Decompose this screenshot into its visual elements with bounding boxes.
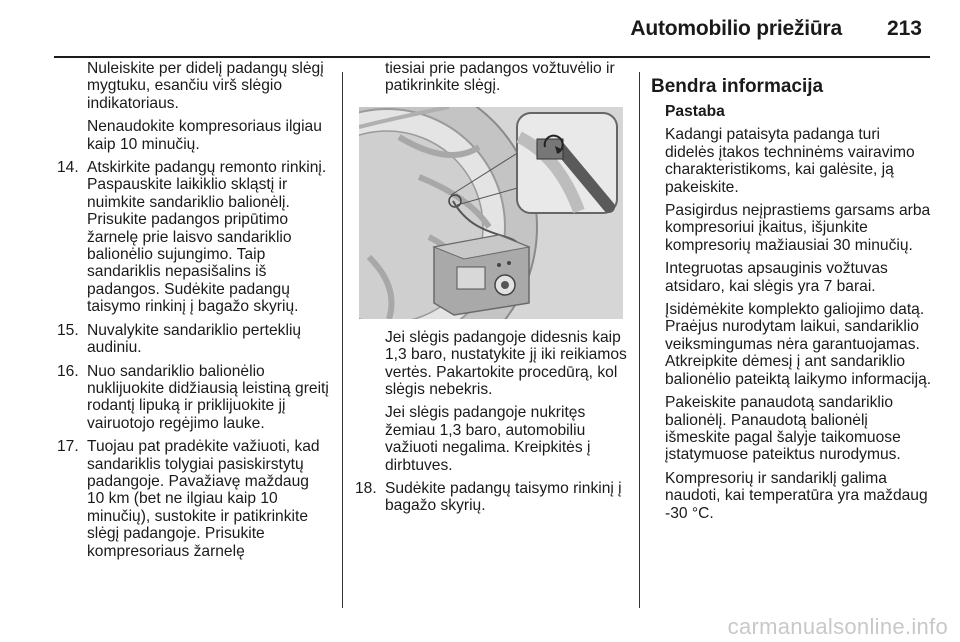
step-number: 15.: [57, 321, 79, 339]
paragraph: Nuleiskite per didelį padangų slėgį mygtuku, esančiu virš slėgio indikatoriaus.: [87, 60, 324, 112]
column-divider-2: [639, 72, 640, 608]
paragraph: Jei slėgis padangoje nukritęs žemiau 1,3 baro, automobiliu važiuoti negalima. Kreipkitės į dirbtuves.: [385, 404, 591, 474]
tire-compressor-illustration: [359, 107, 623, 319]
step-text: Nuvalykite sandariklio perteklių audiniu.: [87, 321, 302, 357]
step-number: 14.: [57, 159, 79, 177]
header-rule: [54, 56, 930, 58]
watermark: carmanualsonline.info: [727, 614, 948, 639]
step-text: Nuo sandariklio balionėlio nuklijuokite didžiausią leistiną greitį rodantį lipuką ir priklijuokite jį vairuotojo regėjimo lauke.: [87, 362, 329, 432]
paragraph: Integruotas apsauginis vožtuvas atsidaro, kai slėgis yra 7 barai.: [665, 260, 888, 295]
step-item: [57, 159, 329, 316]
paragraph: Jei slėgis padangoje didesnis kaip 1,3 baro, nustatykite jį iki reikiamos vertės. Pakartokite procedūrą, kol slėgis nebekris.: [385, 328, 627, 399]
step-number: 18.: [355, 480, 377, 498]
page-title: Automobilio priežiūra: [630, 17, 842, 40]
step-item: [57, 438, 329, 560]
paragraph: Nenaudokite kompresoriaus ilgiau kaip 10 minučių.: [87, 118, 322, 153]
compressor-unit: [434, 235, 529, 315]
step-text: Atskirkite padangų remonto rinkinį. Paspauskite laikiklio skląstį ir nuimkite sandariklio balionėlį. Prisukite padangos pripūtimo žarnelę prie laisvo sandariklio balionėlio sujungimo. Taip sandariklis nepasišalins iš padangos. Sudėkite padangų taisymo rinkinį į bagažo skyrių.: [87, 159, 327, 316]
step-number: 16.: [57, 362, 79, 380]
column-divider-1: [342, 72, 343, 608]
paragraph: Pasigirdus neįprastiems garsams arba kompresoriui įkaitus, išjunkite kompresorių mažiausiai 30 minučių.: [665, 202, 931, 254]
paragraph: Įsidėmėkite komplekto galiojimo datą. Praėjus nurodytam laikui, sandariklio veiksmingumas nėra garantuojamas. Atkreipkite dėmesį į ant sandariklio balionėlio pateiktą laikymo informaciją.: [665, 301, 932, 388]
section-title: Bendra informacija: [651, 76, 824, 97]
step-text: Tuojau pat pradėkite važiuoti, kad sandariklis tolygiai pasiskirstytų padangoje. Pavažiavę maždaug 10 km (bet ne ilgiau kaip 10 minučių), sustokite ir patikrinkite slėgį padangoje. Prisukite kompresoriaus žarnelę: [87, 438, 320, 560]
step-number: 17.: [57, 438, 79, 456]
paragraph: Kadangi pataisyta padanga turi didelės įtakos techninėms vairavimo charakteristikoms, kai galėsite, ją pakeiskite.: [665, 126, 915, 196]
column-3: [651, 60, 933, 528]
page-header: [0, 0, 960, 58]
paragraph: Pakeiskite panaudotą sandariklio balionėlį. Panaudotą balionėlį išmeskite pagal šalyje taikomuose įstatymuose pateiktus nurodymus.: [665, 394, 901, 464]
column-2: [355, 60, 627, 521]
paragraph: Kompresorių ir sandariklį galima naudoti, kai temperatūra yra maždaug -30 °C.: [665, 469, 928, 522]
step-item: [57, 363, 329, 433]
step-text: Sudėkite padangų taisymo rinkinį į bagažo skyrių.: [385, 480, 622, 515]
step-item: [355, 480, 627, 515]
valve-detail-inset: [517, 113, 617, 213]
page-number: 213: [886, 17, 922, 40]
step-item: [57, 322, 329, 357]
column-1: [57, 60, 329, 566]
paragraph: tiesiai prie padangos vožtuvėlio ir patikrinkite slėgį.: [385, 60, 615, 95]
note-label: Pastaba: [665, 103, 725, 120]
